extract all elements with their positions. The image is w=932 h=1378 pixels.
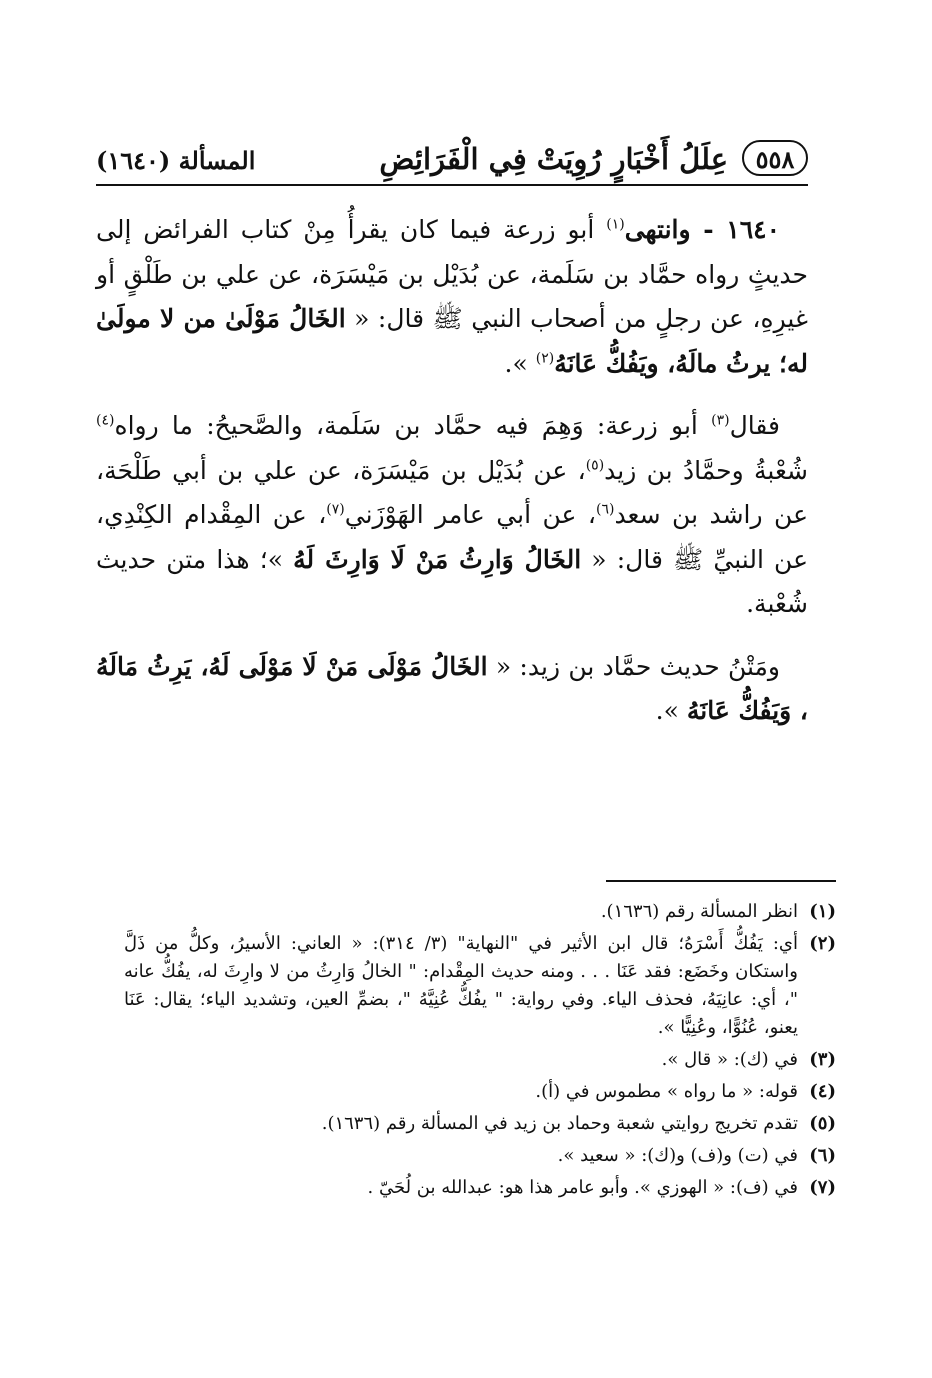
text-run: أبو زرعة: وَهِمَ فيه حمَّاد بن سَلَمة، والصَّحيحُ: ما رواه [114,411,712,440]
footnote-text: أي: يَفُكُّ أَسْرَهُ؛ قال ابن الأثير في "النهاية" (٣/ ٣١٤): « العاني: الأسيرُ، وكلُّ من ذَلَّ واستكان وخَضَع: فقد عَنَا . . . ومنه حديث المِقْدام: " الخالُ وَارِثُ من لا وارِثَ له، يفُكُّ عانه "، أي: عانِيَهُ، فحذف الياء. وفي رواية: " يفُكُّ عُنِيَّهُ "، بضمِّ العين، وتشديد الياء؛ يقال: عَنَا يعنو، عُنُوًّا، وعُنِيًّا ». [124,933,798,1038]
book-title: عِلَلُ أَخْبَارٍ رُوِيَتْ فِي الْفَرَائِضِ [379,142,728,176]
running-header [96,138,808,186]
issue-number: ١٦٤٠ - وانتهى [624,215,780,244]
footnote-number: (٣) [809,1049,836,1070]
footnote-ref: (٢) [535,350,555,367]
text-run: ». [504,348,536,378]
footnote-text: في (ت) و(ف) و(ك): « سعيد ». [557,1145,798,1166]
main-text [96,208,808,734]
footnote-item [124,1174,836,1202]
footnote-item [124,1078,836,1106]
text-run: ، عن أبي عامر الهَوْزَني [344,500,596,529]
footnote-item [124,1142,836,1170]
footnote-number: (٤) [809,1081,836,1102]
hadith-text: الخَالُ مَوْلَى مَنْ لَا مَوْلَى لَهُ، يَرِثُ مَالَهُ ، وَيَفُكُّ عَانَهُ [96,651,808,725]
footnote-text: انظر المسألة رقم (١٦٣٦). [600,901,798,922]
paragraph-2 [96,404,808,627]
footnote-ref: (١) [606,216,625,233]
page-number-badge: ٥٥٨ [742,140,808,176]
footnote-text: تقدم تخريج روايتي شعبة وحماد بن زيد في المسألة رقم (١٦٣٦). [321,1113,798,1134]
footnote-ref: (٦) [595,501,615,518]
text-run: فقال [729,411,780,440]
text-run: شُعْبةُ وحمَّادُ بن زيد [604,455,808,485]
footnote-item [124,1110,836,1138]
footnote-separator [606,880,836,882]
paragraph-1 [96,208,808,386]
text-run: ، عن المِقْدام الكِنْدِي، عن النبيِّ ﷺ قال: « [96,500,808,574]
text-run: »؛ هذا متن حديث شُعْبة. [96,544,808,618]
footnote-ref: (٧) [326,501,345,518]
footnote-ref: (٥) [585,457,605,474]
footnote-text: في (ك): « قال ». [661,1049,798,1070]
hadith-text: الخَالُ وَارِثُ مَنْ لَا وَارِثَ لَهُ [293,544,582,574]
paragraph-3 [96,645,808,734]
issue-label: المسألة (١٦٤٠) [96,146,256,175]
hadith-text: الخَالُ مَوْلَىٰ من لا مولَىٰ له؛ يرثُ مالَهُ، ويَفُكُّ عَانَهُ [96,304,808,378]
footnote-item [124,930,836,1042]
footnote-ref: (٣) [711,412,730,429]
page [96,138,808,752]
footnote-text: في (ف): « الهوزي ». وأبو عامر هذا هو: عبدالله بن لُحَيّ . [367,1177,798,1198]
text-run: ، عن بُدَيْل بن مَيْسَرَة، عن علي بن أبي طَلْحَة، عن راشد بن سعد [96,455,808,529]
footnote-text: قوله: « ما رواه » مطموس في (أ). [535,1081,798,1102]
footnote-number: (٢) [809,933,836,954]
text-run: أبو زرعة فيما كان يقرأُ مِنْ كتاب الفرائض إلى حديثٍ رواه حمَّاد بن سَلَمة، عن بُدَيْل بن مَيْسَرَة، عن علي بن طَلْقٍ أو غيرِهِ، عن رجلٍ من أصحاب النبي ﷺ قال: « [96,215,808,333]
footnote-item [124,1046,836,1074]
footnote-number: (٧) [809,1177,836,1198]
footnote-number: (١) [809,901,836,922]
footnote-number: (٦) [809,1145,836,1166]
text-run: ». [655,696,687,725]
footnote-number: (٥) [809,1113,836,1134]
footnote-item [124,898,836,926]
footnotes [124,898,836,1206]
text-run: ومَتْنُ حديث حمَّاد بن زيد: « [487,651,781,681]
footnote-ref: (٤) [96,412,115,429]
